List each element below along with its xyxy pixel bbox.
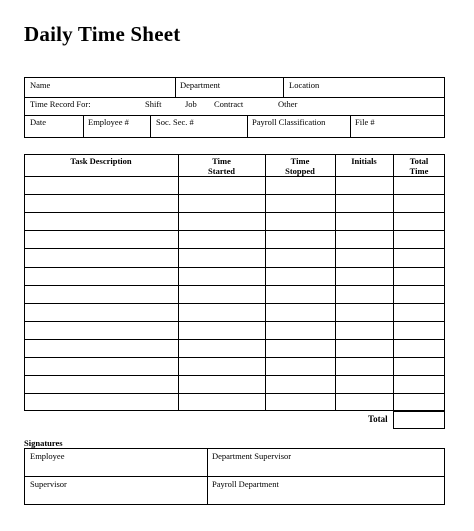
payroll-classification-field[interactable] xyxy=(249,116,349,137)
column-header xyxy=(335,156,393,166)
table-cell[interactable] xyxy=(336,376,392,392)
column-header-line-1: Task Description xyxy=(70,156,132,166)
table-cell[interactable] xyxy=(336,177,392,193)
file-number-field[interactable] xyxy=(352,116,443,137)
employee-number-label: Employee # xyxy=(88,117,129,127)
table-cell[interactable] xyxy=(394,286,444,302)
department-supervisor-signature-label: Department Supervisor xyxy=(212,451,292,461)
info-divider xyxy=(247,115,248,138)
column-header-line-1: Total xyxy=(409,156,429,166)
table-cell[interactable] xyxy=(179,376,264,392)
table-cell[interactable] xyxy=(394,177,444,193)
location-label: Location xyxy=(289,80,320,90)
table-cell[interactable] xyxy=(394,376,444,392)
table-cell[interactable] xyxy=(394,340,444,356)
table-cell[interactable] xyxy=(394,268,444,284)
table-cell[interactable] xyxy=(336,304,392,320)
column-header-line-1: Time xyxy=(290,156,310,166)
table-cell[interactable] xyxy=(394,249,444,265)
column-header-line-2: Started xyxy=(208,166,235,176)
table-cell[interactable] xyxy=(336,286,392,302)
employee-number-field[interactable] xyxy=(85,116,149,137)
signatures-col-divider xyxy=(207,448,208,505)
signatures-heading: Signatures xyxy=(24,438,63,448)
other-option[interactable]: Other xyxy=(278,99,298,109)
info-divider xyxy=(283,77,284,97)
column-header-line-2: Stopped xyxy=(285,166,315,176)
info-divider xyxy=(83,115,84,138)
table-cell[interactable] xyxy=(25,340,177,356)
payroll-department-signature-label: Payroll Department xyxy=(212,479,279,489)
table-cell[interactable] xyxy=(25,304,177,320)
column-header xyxy=(265,156,335,176)
time-record-for-label: Time Record For: xyxy=(30,99,91,109)
table-cell[interactable] xyxy=(25,213,177,229)
table-cell[interactable] xyxy=(266,268,334,284)
table-cell[interactable] xyxy=(336,231,392,247)
table-cell[interactable] xyxy=(25,358,177,374)
employee-signature-field[interactable] xyxy=(26,449,206,475)
date-label: Date xyxy=(30,117,47,127)
column-header xyxy=(393,156,445,176)
column-header xyxy=(24,156,178,166)
total-label: Total xyxy=(368,414,388,424)
table-cell[interactable] xyxy=(394,213,444,229)
column-header xyxy=(178,156,265,176)
shift-option[interactable]: Shift xyxy=(145,99,162,109)
job-option[interactable]: Job xyxy=(185,99,197,109)
table-cell[interactable] xyxy=(179,249,264,265)
page-title: Daily Time Sheet xyxy=(24,22,181,46)
table-cell[interactable] xyxy=(25,286,177,302)
table-cell[interactable] xyxy=(179,268,264,284)
supervisor-signature-label: Supervisor xyxy=(30,479,67,489)
table-cell[interactable] xyxy=(266,231,334,247)
table-cell[interactable] xyxy=(336,340,392,356)
table-cell[interactable] xyxy=(394,304,444,320)
table-cell[interactable] xyxy=(394,231,444,247)
employee-signature-label: Employee xyxy=(30,451,65,461)
file-number-label: File # xyxy=(355,117,375,127)
table-cell[interactable] xyxy=(179,340,264,356)
grand-total-field[interactable] xyxy=(393,411,445,429)
table-cell[interactable] xyxy=(394,322,444,338)
table-cell[interactable] xyxy=(25,394,177,410)
info-divider xyxy=(175,77,176,97)
table-cell[interactable] xyxy=(266,286,334,302)
table-cell[interactable] xyxy=(394,394,444,410)
department-label: Department xyxy=(180,80,221,90)
soc-sec-field[interactable] xyxy=(152,116,246,137)
name-field[interactable] xyxy=(26,78,174,96)
table-cell[interactable] xyxy=(266,177,334,193)
column-header-line-1: Time xyxy=(212,156,231,166)
payroll-classification-label: Payroll Classification xyxy=(252,117,326,127)
table-cell[interactable] xyxy=(179,195,264,211)
table-cell[interactable] xyxy=(179,213,264,229)
info-row-divider-1 xyxy=(24,97,445,98)
table-cell[interactable] xyxy=(394,195,444,211)
table-cell[interactable] xyxy=(336,358,392,374)
table-cell[interactable] xyxy=(179,322,264,338)
name-label: Name xyxy=(30,80,51,90)
table-cell[interactable] xyxy=(336,322,392,338)
supervisor-signature-field[interactable] xyxy=(26,477,206,504)
table-cell[interactable] xyxy=(266,213,334,229)
soc-sec-label: Soc. Sec. # xyxy=(156,117,194,127)
table-cell[interactable] xyxy=(179,394,264,410)
table-cell[interactable] xyxy=(336,213,392,229)
table-cell[interactable] xyxy=(266,195,334,211)
payroll-department-signature-field[interactable] xyxy=(209,477,443,504)
table-cell[interactable] xyxy=(266,340,334,356)
date-field[interactable] xyxy=(26,116,82,137)
table-cell[interactable] xyxy=(25,195,177,211)
table-cell[interactable] xyxy=(179,231,264,247)
table-cell[interactable] xyxy=(179,286,264,302)
table-cell[interactable] xyxy=(25,177,177,193)
contract-option[interactable]: Contract xyxy=(214,99,244,109)
table-cell[interactable] xyxy=(336,268,392,284)
table-cell[interactable] xyxy=(266,249,334,265)
info-divider xyxy=(350,115,351,138)
table-cell[interactable] xyxy=(266,358,334,374)
department-field[interactable] xyxy=(177,78,282,96)
table-cell[interactable] xyxy=(266,304,334,320)
table-cell[interactable] xyxy=(336,249,392,265)
table-cell[interactable] xyxy=(336,394,392,410)
table-cell[interactable] xyxy=(266,322,334,338)
table-cell[interactable] xyxy=(25,322,177,338)
table-cell[interactable] xyxy=(266,394,334,410)
table-cell[interactable] xyxy=(336,195,392,211)
column-header-line-1: Initials xyxy=(351,156,377,166)
table-cell[interactable] xyxy=(25,231,177,247)
table-cell[interactable] xyxy=(394,358,444,374)
table-cell[interactable] xyxy=(179,304,264,320)
table-cell[interactable] xyxy=(25,249,177,265)
info-divider xyxy=(150,115,151,138)
location-field[interactable] xyxy=(285,78,443,96)
table-cell[interactable] xyxy=(179,177,264,193)
table-cell[interactable] xyxy=(25,268,177,284)
department-supervisor-signature-field[interactable] xyxy=(209,449,443,475)
table-cell[interactable] xyxy=(266,376,334,392)
column-header-line-2: Time xyxy=(409,166,429,176)
table-cell[interactable] xyxy=(179,358,264,374)
table-cell[interactable] xyxy=(25,376,177,392)
